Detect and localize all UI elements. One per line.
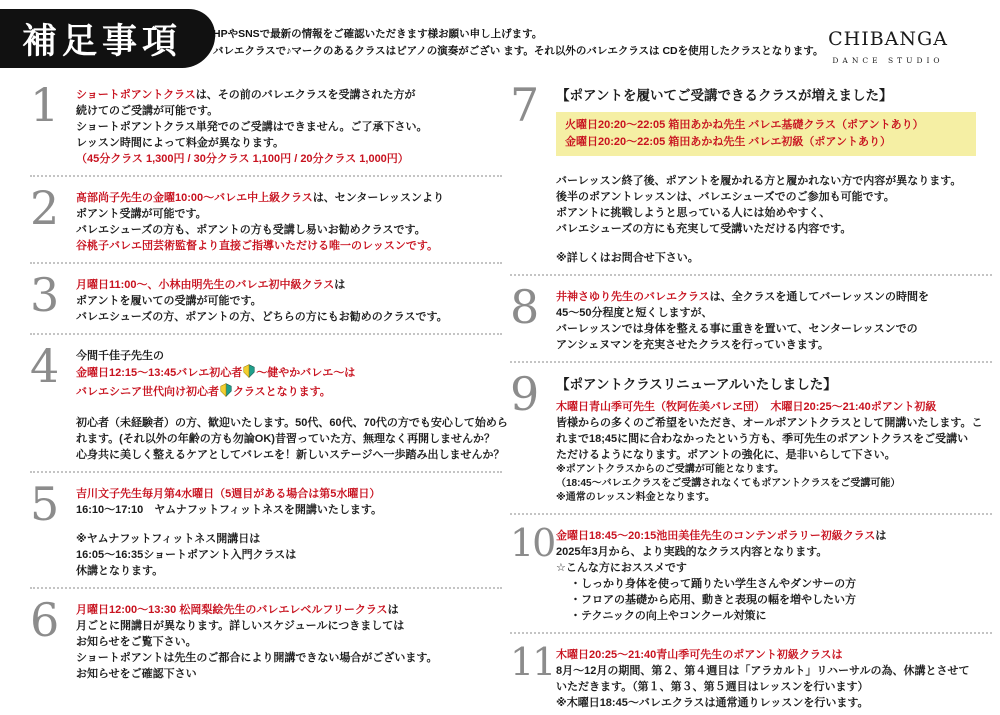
text-run: （45分クラス 1,300円 / 30分クラス 1,100円 / 20分クラス 1,000円） <box>76 153 409 165</box>
item-line <box>76 383 508 402</box>
item-number: 11 <box>510 640 555 684</box>
text-run: お知らせをご覧下さい。 <box>76 636 197 648</box>
item-line <box>76 650 502 666</box>
text-run: 後半のポアントレッスンは、バレエシューズでのご参加も可能です。 <box>556 191 895 203</box>
item-line <box>556 399 992 415</box>
item-line <box>76 309 502 325</box>
item-line <box>556 337 992 353</box>
dotted-separator <box>30 333 502 335</box>
item-line <box>556 415 992 431</box>
note-item <box>30 593 502 682</box>
text-run: ※木曜日18:45〜バレエクラスは通常通りレッスンを行います。 <box>556 697 869 709</box>
text-run: は、その前のバレエクラスを受講された方が <box>195 89 416 101</box>
item-line <box>76 222 502 238</box>
dotted-separator <box>30 587 502 589</box>
text-run: 木曜日青山季可先生（牧阿佐美バレヱ団） 木曜日20:25〜21:40ポアント初級 <box>556 401 937 413</box>
item-line <box>556 544 992 560</box>
note-item <box>30 339 508 463</box>
note-item <box>510 521 992 624</box>
text-run: は <box>334 279 346 291</box>
item-line <box>76 277 502 293</box>
text-run: ※通常のレッスン料金となります。 <box>556 492 715 503</box>
page-title: 補足事項 <box>22 20 183 62</box>
item-line <box>76 87 502 103</box>
note-item <box>30 268 502 325</box>
item-line <box>556 305 992 321</box>
note-item <box>510 280 992 353</box>
text-run: 8月〜12月の期間、第２、第４週目は「アラカルト」リハーサルの為、休講とさせて <box>556 665 970 677</box>
logo-subtitle: DANCE STUDIO <box>832 56 944 65</box>
text-run: 金曜日18:45〜20:15池田美佳先生のコンテンポラリー初級クラス <box>556 530 876 542</box>
note-item <box>30 477 502 579</box>
text-run: ショートポアントは先生のご都合により開講できない場合がございます。 <box>76 652 438 664</box>
item-line <box>556 250 992 266</box>
item-line <box>556 560 992 576</box>
text-run: レッスン時間によって料金が異なります。 <box>76 137 285 149</box>
text-run: ポアント受講が可能です。 <box>76 208 207 220</box>
text-run: 火曜日20:20〜22:05 箱田あかね先生 バレエ基礎クラス（ポアントあり） <box>565 119 924 131</box>
logo-name: CHIBANGA <box>828 28 948 50</box>
text-run: ※詳しくはお問合せ下さい。 <box>556 252 699 264</box>
item-body <box>556 525 992 624</box>
item-number: 10 <box>510 521 555 565</box>
text-run: ☆こんな方におススメです <box>556 562 687 574</box>
text-run: ※ポアントクラスからのご受講が可能となります。 <box>556 464 785 475</box>
right-column <box>510 78 992 715</box>
text-run: 皆様からの多くのご希望をいただき、オールポアントクラスとして開講いたします。こ <box>556 417 983 429</box>
text-run: 2025年3月から、より実践的なクラス内容となります。 <box>556 546 828 558</box>
text-run: バレエシューズの方、ポアントの方、どちらの方にもお勧めのクラスです。 <box>76 311 448 323</box>
item-line <box>565 134 967 151</box>
text-run: ・テクニックの向上やコンクール対策に <box>570 610 767 622</box>
note-item <box>510 367 992 505</box>
header-note-line2: バレエクラスで♪マークのあるクラスはピアノの演奏がござい ます。それ以外のバレエクラスは CDを使用したクラスとなります。 <box>213 45 824 58</box>
item-line <box>76 447 508 463</box>
item-line <box>556 695 992 711</box>
beginner-mark-icon <box>220 383 232 402</box>
dotted-separator <box>30 175 502 177</box>
item-line <box>556 376 992 395</box>
text-run: 金曜日12:15〜13:45バレエ初心者 <box>76 367 243 379</box>
item-line <box>76 547 502 563</box>
text-run: バレエシューズの方も、ポアントの方も受講し易いお勧めクラスです。 <box>76 224 426 236</box>
header <box>0 0 1000 80</box>
text-run: は <box>875 530 887 542</box>
text-run: ・フロアの基礎から応用、動きと表現の幅を増やしたい方 <box>570 594 856 606</box>
text-run: れます。(それ以外の年齢の方も勿論OK)昔習っていた方、無理なく再開しませんか？ <box>76 433 495 445</box>
item-line <box>556 663 992 679</box>
item-line <box>556 173 992 189</box>
text-run: は、全クラスを通してバーレッスンの時間を <box>709 291 930 303</box>
text-run: 45〜50分程度と短くしますが、 <box>556 307 713 319</box>
dotted-separator <box>30 262 502 264</box>
text-run: 月ごとに開講日が異なります。詳しいスケジュールにつきましては <box>76 620 405 632</box>
text-run: 井神さゆり先生のバレエクラス <box>556 291 710 303</box>
left-column <box>30 78 508 686</box>
text-run: 吉川文子先生毎月第4水曜日（5週目がある場合は第5水曜日） <box>76 488 381 500</box>
item-line <box>556 592 992 608</box>
dotted-separator <box>510 361 992 363</box>
note-item <box>30 181 502 254</box>
dotted-separator <box>510 513 992 515</box>
item-line <box>76 151 502 167</box>
item-body <box>76 84 502 167</box>
dotted-separator <box>30 471 502 473</box>
item-line <box>556 679 992 695</box>
item-line <box>556 447 992 463</box>
text-run: 今間千佳子先生の <box>76 350 164 362</box>
note-item <box>510 78 992 266</box>
text-run: 月曜日11:00〜、小林由明先生のバレエ初中級クラス <box>76 279 335 291</box>
highlight-box <box>556 112 976 156</box>
item-line <box>556 221 992 237</box>
note-item <box>30 78 502 167</box>
item-number: 4 <box>30 339 60 393</box>
item-line <box>556 647 992 663</box>
item-line <box>76 666 502 682</box>
text-run: 木曜日20:25〜21:40青山季可先生のポアント初級クラスは <box>556 649 843 661</box>
item-line <box>556 431 992 447</box>
text-run: アンシェヌマンを充実させたクラスを行っていきます。 <box>556 339 829 351</box>
item-body <box>76 274 502 325</box>
text-run: 16:10〜17:10 ヤムナフットフィットネスを開講いたします。 <box>76 504 382 516</box>
item-line <box>76 502 502 518</box>
text-run: ポアントを履いての受講が可能です。 <box>76 295 262 307</box>
dotted-separator <box>510 632 992 634</box>
item-line <box>76 634 502 650</box>
item-line <box>76 531 502 547</box>
text-run: （18:45〜バレエクラスをご受講されなくてもポアントクラスをご受講可能） <box>556 478 901 489</box>
text-run: バレエシニア世代向け初心者 <box>76 386 219 398</box>
item-line <box>76 293 502 309</box>
item-body <box>556 373 992 505</box>
text-run: れまで18;45に間に合わなかったという方も、季可先生のポアントクラスをご受講い <box>556 433 969 445</box>
text-run: 金曜日20:20〜22:05 箱田あかね先生 バレエ初級（ポアントあり） <box>565 136 891 148</box>
header-note-line1: HPやSNSで最新の情報をご確認いただきます様お願い申し上げます。 <box>213 28 543 40</box>
text-run: 〜健やかバレエ〜は <box>256 367 356 379</box>
item-body <box>76 187 502 254</box>
text-run: ポアントに挑戦しようと思っている人には始めやすく、 <box>556 207 831 219</box>
text-run: 初心者（未経験者）の方、歓迎いたします。50代、60代、70代の方でも安心して始めら <box>76 417 508 429</box>
item-line <box>556 463 992 477</box>
item-number: 9 <box>510 367 540 421</box>
dotted-separator <box>510 274 992 276</box>
item-line <box>76 563 502 579</box>
item-line <box>556 189 992 205</box>
item-number: 6 <box>30 593 60 647</box>
item-body <box>76 483 502 579</box>
item-line <box>556 289 992 305</box>
text-run: ショートポアントクラス単発でのご受講はできません。ご了承下さい。 <box>76 121 428 133</box>
item-line <box>556 491 992 505</box>
text-run: 【ポアントを履いてご受講できるクラスが増えました】 <box>556 88 893 104</box>
item-body <box>76 345 508 463</box>
note-item <box>510 640 992 711</box>
item-line <box>556 321 992 337</box>
item-body <box>556 644 992 711</box>
text-run: ・しっかり身体を使って踊りたい学生さんやダンサーの方 <box>570 578 857 590</box>
text-run: 16:05〜16:35ショートポアント入門クラスは <box>76 549 297 561</box>
item-number: 8 <box>510 280 540 334</box>
item-body <box>76 599 502 682</box>
text-run: 心身共に美しく整えるケアとしてバレエを！新しいステージへ一歩踏み出しませんか？ <box>76 449 505 461</box>
text-run: いただきます。（第１、第３、第５週目はレッスンを行います） <box>556 681 869 693</box>
item-number: 7 <box>510 78 540 132</box>
text-run: ※ヤムナフットフィットネス開講日は <box>76 533 261 545</box>
item-line <box>76 206 502 222</box>
text-run: バーレッスンでは身体を整える事に重きを置いて、センターレッスンでの <box>556 323 918 335</box>
item-line <box>76 431 508 447</box>
text-run: 休講となります。 <box>76 565 164 577</box>
item-line <box>556 477 992 491</box>
text-run: 谷桃子バレエ団芸術監督より直接ご指導いただける唯一のレッスンです。 <box>76 240 439 252</box>
text-run: ただけるようになります。ポアントの強化に、是非いらして下さい。 <box>556 449 896 461</box>
item-number: 2 <box>30 181 60 235</box>
item-line <box>76 602 502 618</box>
item-line <box>556 205 992 221</box>
text-run: バーレッスン終了後、ポアントを履かれる方と履かれない方で内容が異なります。 <box>556 175 962 187</box>
text-run: ショートポアントクラス <box>76 89 196 101</box>
text-run: 【ポアントクラスリニューアルいたしました】 <box>556 377 837 393</box>
text-run: お知らせをご確認下さい <box>76 668 197 680</box>
item-number: 5 <box>30 477 60 531</box>
item-line <box>76 190 502 206</box>
item-line <box>565 117 967 134</box>
item-number: 3 <box>30 268 60 322</box>
item-line <box>76 415 508 431</box>
text-run: は、センターレッスンより <box>312 192 445 204</box>
text-run: は <box>387 604 399 616</box>
item-line <box>76 103 502 119</box>
text-run: 髙部尚子先生の金曜10:00〜バレエ中上級クラス <box>76 192 313 204</box>
beginner-mark-icon <box>243 364 255 383</box>
item-line <box>76 618 502 634</box>
item-line <box>76 119 502 135</box>
item-line <box>556 528 992 544</box>
item-line <box>556 576 992 592</box>
item-line <box>76 486 502 502</box>
text-run: バレエシューズの方にも充実して受講いただける内容です。 <box>556 223 852 235</box>
item-line <box>556 87 992 106</box>
item-line <box>76 364 508 383</box>
studio-logo <box>828 24 948 65</box>
title-badge <box>0 9 218 68</box>
item-line <box>76 238 502 254</box>
item-line <box>76 135 502 151</box>
text-run: 続けてのご受講が可能です。 <box>76 105 219 117</box>
item-body <box>556 286 992 353</box>
text-run: 月曜日12:00〜13:30 松岡梨絵先生のバレエレベルフリークラス <box>76 604 388 616</box>
item-body <box>556 84 992 266</box>
item-line <box>556 608 992 624</box>
item-number: 1 <box>30 78 60 132</box>
text-run: クラスとなります。 <box>233 386 331 398</box>
item-line <box>76 348 508 364</box>
header-note <box>213 26 823 61</box>
